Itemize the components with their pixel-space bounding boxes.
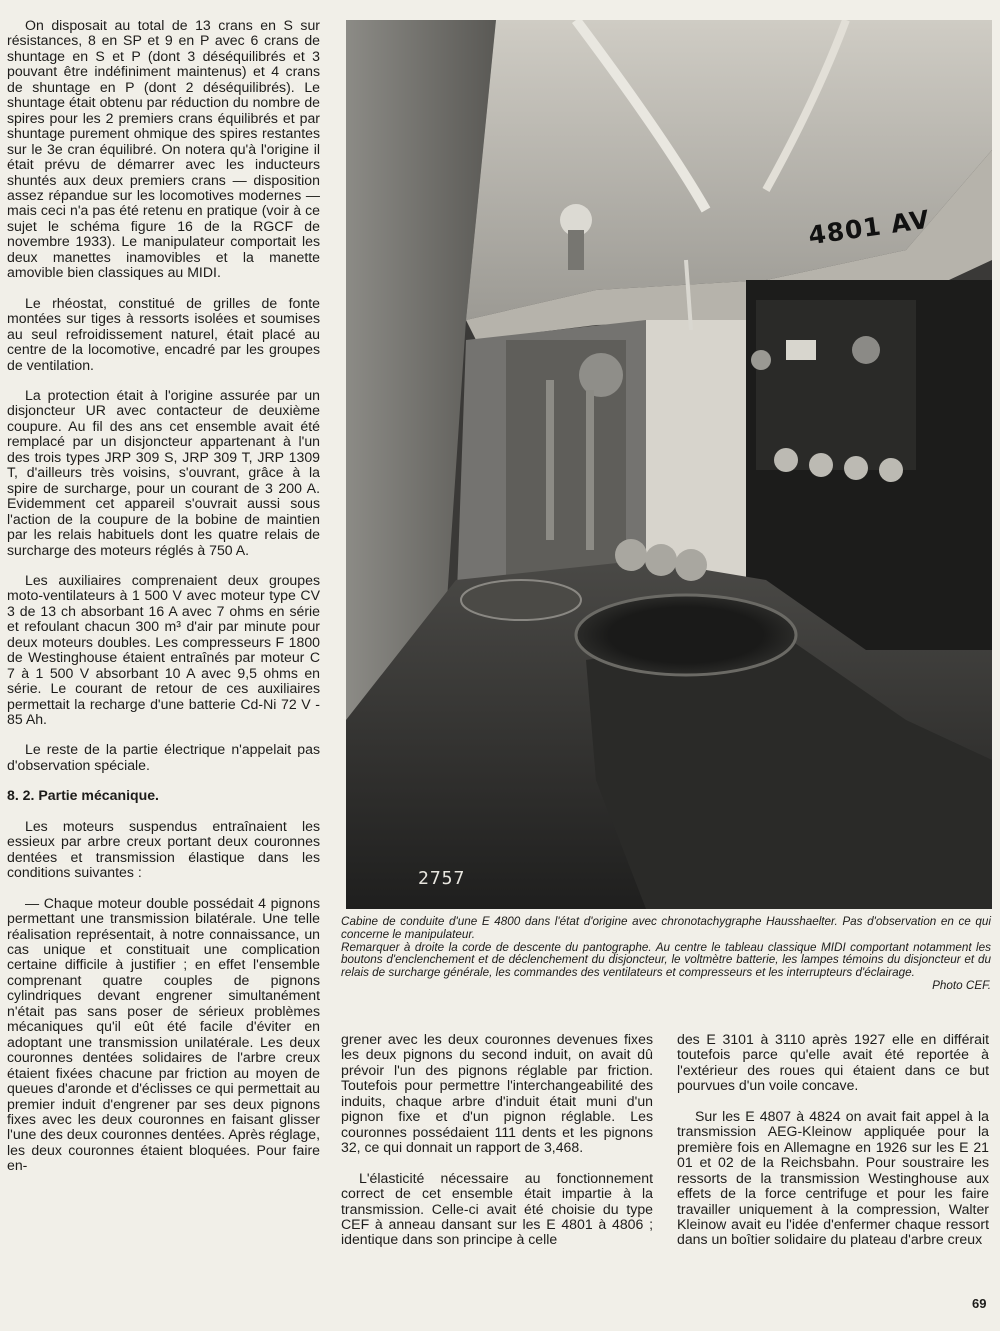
middle-text-column [341,1032,653,1248]
locomotive-number-label: 4801 AV [806,204,932,251]
paragraph-pinions: — Chaque moteur double possédait 4 pignons permettant une transmission bilatérale. Une telle réalisation représentait, à notre connaissance, un cas unique et constituait une complication certaine difficile à justifier ; en effet l'ensemble comprenant quatre couples de pignons cylindriques devant engrener simultanément n'était pas sans poser de sérieux problèmes mécaniques qu'il eût été facile d'éviter en adoptant une transmission unilatérale. Les deux couronnes dentées solidaires de l'arbre creux étaient fixées chacune par friction au moyen de queues d'aronde et d'éclisses ce qui permettait au premier induit d'engrener par ses deux pignons fixes avec les deux couronnes en faisant glisser l'une des deux couronnes dentées. Après réglage, les deux couronnes étaient bloquées. Pour faire en- [7,894,320,1174]
caption-line-2: Remarquer à droite la corde de descente du pantographe. Au centre le tableau classique MIDI comportant notamment les boutons d'enclenchement et de déclenchement du disjoncteur, le voltmètre batterie, les lampes témoins du disjoncteur et du relais de surcharge générale, les commandes des ventilateurs et compresseurs et les interrupteurs d'éclairage. [341,940,991,980]
photo-number: 2757 [418,868,466,889]
page-number: 69 [972,1296,987,1311]
section-heading-mechanical: 8. 2. Partie mécanique. [7,787,159,804]
paragraph-elasticity: L'élasticité nécessaire au fonctionnement correct de cet ensemble était impartie à la transmission. Celle-ci avait été choisie du type CEF à anneau dansant sur les E 4801 à 4806 ; identique dans son principe à celle [341,1169,653,1248]
paragraph-rheostat: Le rhéostat, constitué de grilles de fonte montées sur tiges à ressorts isolées et soumises au seul refroidissement naturel, était placé au centre de la locomotive, encadré par les groupes de ventilation. [7,294,320,373]
paragraph-kleinow: Sur les E 4807 à 4824 on avait fait appel à la transmission AEG-Kleinow appliquée pour la première fois en Allemagne en 1926 sur les E 21 01 et 02 de la Reichsbahn. Pour soustraire les ressorts de la transmission Westinghouse aux effets de la force centrifuge et pour les faire travailler uniquement à la compression, Walter Kleinow avait eu l'idée d'enfermer chaque ressort dans un boîtier solidaire du plateau d'arbre creux [677,1107,989,1248]
cab-photo-illustration [346,20,992,909]
photo-credit: Photo CEF. [932,978,991,992]
paragraph-auxiliaries: Les auxiliaires comprenaient deux groupes moto-ventilateurs à 1 500 V avec moteur type CV 3 de 13 ch absorbant 16 A avec 7 ohms en série et refoulant chacun 300 m³ d'air par minute pour deux moteurs doubles. Les compresseurs F 1800 de Westinghouse étaient entraînés par moteur C 7 à 1 500 V absorbant 10 A avec 9,5 ohms en série. Le courant de retour de ces auxiliaires permettait la recharge d'une batterie Cd-Ni 72 V - 85 Ah. [7,571,320,728]
paragraph-motors: Les moteurs suspendus entraînaient les essieux par arbre creux portant deux couronnes dentées et transmission élastique dans les conditions suivantes : [7,817,320,881]
photo-caption [341,916,991,993]
paragraph-protection: La protection était à l'origine assurée par un disjoncteur UR avec contacteur de deuxième coupure. Au fil des ans cet ensemble avait été remplacé par un disjoncteur appartenant à l'un des trois types JRP 309 S, JRP 309 T, JRP 1309 T, d'ailleurs très voisins, s'ouvrant, grâce à la spire de surcharge, pour un courant de 3 200 A. Evidemment cet appareil s'ouvrait aussi sous l'action de la coupure de la bobine de maintien par les relais habituels dont les quatre relais de surcharge des moteurs réglés à 750 A. [7,386,320,558]
cab-photograph [346,20,992,909]
right-text-column [677,1032,989,1248]
caption-line-1: Cabine de conduite d'une E 4800 dans l'état d'origine avec chronotachygraphe Hausshaelter. Pas d'observation en ce qui concerne le manipulateur. [341,915,991,941]
paragraph-rest-electrical: Le reste de la partie électrique n'appelait pas d'observation spéciale. [7,741,320,773]
paragraph-mesh: grener avec les deux couronnes devenues fixes les deux pignons du second induit, on avait dû prévoir l'un des pignons réglable par friction. Toutefois pour permettre l'interchangeabilité des induits, chaque arbre d'induit était muni d'un pignon fixe et d'un pignon réglable. Les couronnes possédaient 111 dents et les pignons 32, ce qui donnait un rapport de 3,468. [341,1031,653,1156]
left-text-column [7,18,320,1174]
paragraph-e3101: des E 3101 à 3110 après 1927 elle en différait toutefois parce qu'elle avait été reportée à l'extérieur des roues qui étaient dans ce but pourvues d'un voile concave. [677,1031,989,1094]
paragraph-notches: On disposait au total de 13 crans en S sur résistances, 8 en SP et 9 en P avec 6 crans de shuntage en S et P (dont 3 déséquilibrés et 3 pouvant être indéfiniment maintenus) et 4 crans de shuntage en P (dont 2 déséquilibrés). Le shuntage était obtenu par réduction du nombre de spires pour les 2 premiers crans équilibrés et par shuntage purement ohmique des spires restantes sur le 3e cran équilibré. On notera qu'à l'origine il était prévu de démarrer avec les inducteurs shuntés aux deux premiers crans — disposition assez répandue sur les locomotives modernes — mais ceci n'a pas été retenu en pratique (voir à ce sujet le schéma figure 16 de la RGCF de novembre 1933). Le manipulateur comportait les deux manettes inamovibles et la manette amovible bien classiques au MIDI. [7,17,320,281]
